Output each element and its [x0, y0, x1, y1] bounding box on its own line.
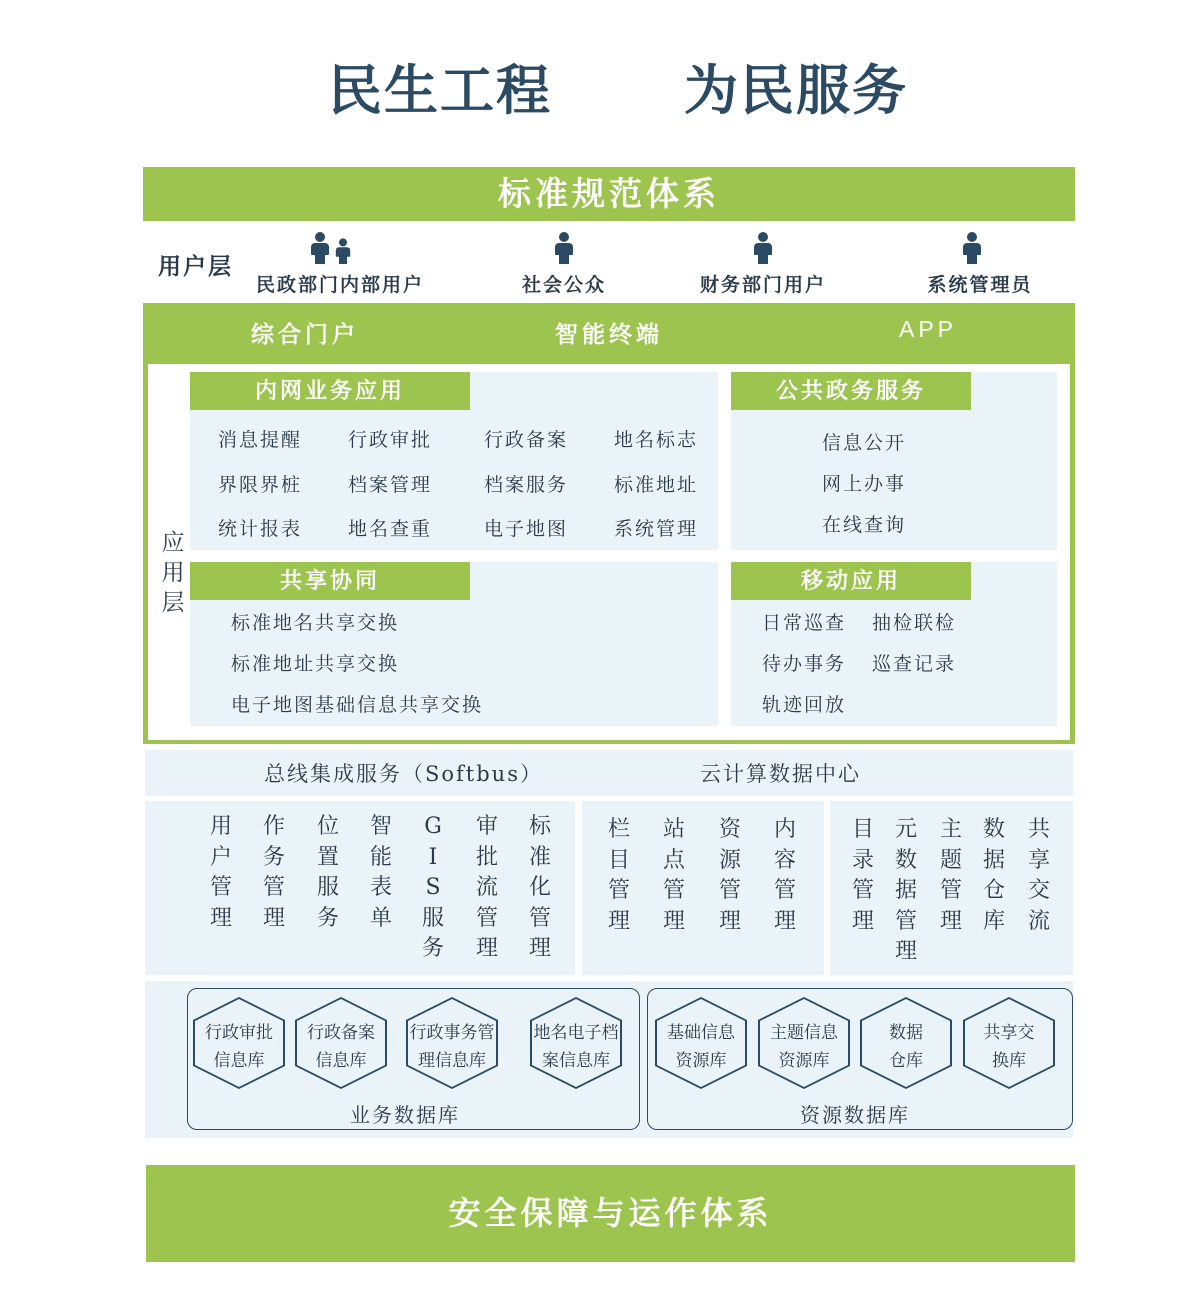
service-char: 作 — [262, 814, 285, 839]
service-char: 享 — [1027, 847, 1050, 873]
service-char: 务 — [262, 844, 285, 870]
mobile-item: 待办事务 — [762, 653, 847, 675]
service-char: 据 — [894, 878, 917, 903]
service-char: 理 — [607, 908, 630, 934]
intranet-item: 标准地址 — [614, 474, 699, 496]
service-char: 站 — [662, 817, 685, 842]
service-char: 管 — [773, 878, 796, 903]
service-char: 理 — [851, 908, 874, 934]
intranet-item: 档案服务 — [484, 474, 569, 496]
public-item: 网上办事 — [822, 473, 907, 495]
user-layer-label: 用户层 — [158, 253, 233, 280]
service-char: 管 — [851, 878, 874, 903]
service-char: 管 — [209, 875, 232, 900]
service-column — [981, 815, 1007, 937]
service-column — [661, 815, 687, 937]
service-char: 理 — [528, 936, 551, 961]
service-char: 管 — [894, 908, 917, 934]
service-char: 主 — [939, 817, 962, 842]
share-item: 电子地图基础信息共享交换 — [231, 694, 484, 716]
service-char: 数 — [982, 817, 1005, 842]
service-char: 务 — [421, 936, 444, 961]
header-title-right: 为民服务 — [684, 59, 908, 122]
service-char: 能 — [369, 844, 392, 870]
service-char: 目 — [851, 817, 874, 842]
service-char: 理 — [939, 908, 962, 934]
service-char: I — [428, 844, 438, 870]
service-char: 理 — [718, 908, 741, 934]
database-hex-line: 案信息库 — [542, 1051, 610, 1071]
service-char: 管 — [528, 905, 551, 931]
service-char: 仓 — [982, 878, 1005, 903]
mobile-item: 轨迹回放 — [762, 694, 847, 716]
security-bar: 安全保障与运作体系 — [146, 1165, 1075, 1262]
service-char: 管 — [607, 878, 630, 903]
business-db-label: 业务数据库 — [350, 1103, 460, 1127]
database-hex-line: 行政事务管 — [409, 1023, 495, 1043]
service-column — [772, 815, 798, 937]
database-hex-line: 仓库 — [889, 1051, 923, 1071]
service-char: 管 — [718, 878, 741, 903]
database-hex-line: 共享交 — [983, 1023, 1035, 1043]
service-char: S — [425, 875, 441, 900]
service-column — [420, 812, 446, 965]
service-char: 服 — [316, 875, 339, 900]
service-char: 库 — [982, 908, 1005, 934]
service-column — [315, 812, 341, 934]
service-column — [850, 815, 876, 937]
service-column — [938, 815, 964, 937]
service-column — [261, 812, 287, 934]
service-char: 容 — [773, 847, 796, 873]
service-char: 栏 — [607, 817, 630, 842]
public-item: 信息公开 — [822, 432, 907, 454]
database-hex-line: 主题信息 — [770, 1023, 838, 1043]
service-char: 目 — [607, 847, 630, 873]
database-hex-line: 换库 — [992, 1051, 1026, 1071]
database-hex-line: 数据 — [889, 1023, 923, 1043]
service-char: 单 — [369, 905, 392, 931]
service-char: 置 — [316, 844, 339, 870]
service-char: 位 — [316, 814, 339, 839]
service-char: 流 — [1027, 908, 1050, 934]
user-icon — [962, 232, 982, 268]
database-hex-label — [279, 1019, 403, 1075]
standard-bar: 标准规范体系 — [143, 167, 1075, 221]
service-char: 共 — [1027, 817, 1050, 842]
service-char: 务 — [316, 905, 339, 931]
user-admin: 系统管理员 — [927, 274, 1033, 296]
intranet-item: 行政备案 — [484, 429, 569, 451]
intranet-item: 界限界桩 — [218, 474, 303, 496]
header-title-left: 民生工程 — [328, 59, 552, 122]
cloud-center-label: 云计算数据中心 — [700, 762, 861, 786]
service-column — [606, 815, 632, 937]
portal-app: APP — [898, 316, 958, 342]
intranet-item: 档案管理 — [348, 474, 433, 496]
service-char: 源 — [718, 847, 741, 873]
service-char: 审 — [475, 814, 498, 839]
database-hex-line: 资源库 — [675, 1051, 727, 1071]
database-hex-line: 行政备案 — [307, 1023, 375, 1043]
service-char: 管 — [662, 878, 685, 903]
service-column — [893, 815, 919, 968]
intranet-item: 电子地图 — [484, 518, 569, 540]
service-char: 理 — [894, 939, 917, 964]
service-char: 交 — [1027, 878, 1050, 903]
share-item: 标准地名共享交换 — [231, 612, 400, 634]
service-column — [527, 812, 553, 965]
service-char: 录 — [851, 847, 874, 873]
app-layer-label: 应 用 层 — [161, 530, 185, 616]
intranet-item: 地名查重 — [348, 518, 433, 540]
user-public: 社会公众 — [521, 274, 606, 296]
mobile-item: 巡查记录 — [872, 653, 957, 675]
service-char: 流 — [475, 875, 498, 900]
users-icon — [310, 232, 355, 268]
public-service-title: 公共政务服务 — [731, 372, 971, 410]
user-finance: 财务部门用户 — [699, 274, 826, 296]
service-char: 元 — [894, 817, 917, 842]
service-char: 准 — [528, 844, 551, 870]
database-hex-label — [514, 1019, 638, 1075]
mobile-item: 日常巡查 — [762, 612, 847, 634]
share-title: 共享协同 — [190, 562, 470, 600]
service-char: 化 — [528, 875, 551, 900]
service-char: 据 — [982, 847, 1005, 873]
user-icon — [753, 232, 773, 268]
intranet-item: 系统管理 — [614, 518, 699, 540]
service-char: 管 — [939, 878, 962, 903]
intranet-item: 行政审批 — [348, 429, 433, 451]
database-hex-line: 信息库 — [213, 1051, 265, 1071]
service-char: 批 — [475, 844, 498, 870]
service-char: 管 — [262, 875, 285, 900]
service-char: 点 — [662, 847, 685, 873]
user-icon — [554, 232, 574, 268]
intranet-title: 内网业务应用 — [190, 372, 470, 410]
mobile-title: 移动应用 — [731, 562, 971, 600]
service-column — [208, 812, 234, 934]
database-hex-line: 地名电子档 — [533, 1023, 619, 1043]
service-column — [717, 815, 743, 937]
service-column — [368, 812, 394, 934]
intranet-item: 消息提醒 — [218, 429, 303, 451]
service-char: 管 — [475, 905, 498, 931]
service-char: 理 — [262, 905, 285, 931]
database-hex-line: 理信息库 — [418, 1051, 486, 1071]
service-char: 理 — [662, 908, 685, 934]
database-hex-label — [947, 1019, 1071, 1075]
service-char: 用 — [209, 814, 232, 839]
service-char: 数 — [894, 847, 917, 873]
portal-smart-terminal: 智能终端 — [555, 321, 663, 348]
service-column — [1026, 815, 1052, 937]
mobile-item: 抽检联检 — [872, 612, 957, 634]
resource-db-label: 资源数据库 — [800, 1103, 910, 1127]
service-char: 表 — [369, 875, 392, 900]
service-char: 服 — [421, 905, 444, 931]
intranet-item: 统计报表 — [218, 518, 303, 540]
service-char: 理 — [209, 905, 232, 931]
share-item: 标准地址共享交换 — [231, 653, 400, 675]
service-column — [474, 812, 500, 965]
user-internal: 民政部门内部用户 — [255, 274, 424, 296]
service-char: 户 — [209, 844, 232, 870]
service-char: 理 — [475, 936, 498, 961]
intranet-item: 地名标志 — [614, 429, 699, 451]
service-char: 内 — [773, 817, 796, 842]
service-char: 智 — [369, 814, 392, 839]
service-char: G — [424, 814, 442, 839]
database-hex-line: 资源库 — [778, 1051, 830, 1071]
database-hex-label — [390, 1019, 514, 1075]
service-char: 资 — [718, 817, 741, 842]
database-hex-line: 信息库 — [315, 1051, 367, 1071]
public-item: 在线查询 — [822, 514, 907, 536]
service-char: 理 — [773, 908, 796, 934]
service-char: 题 — [939, 847, 962, 873]
service-char: 标 — [528, 814, 551, 839]
database-hex-line: 行政审批 — [205, 1023, 273, 1043]
portal-comprehensive: 综合门户 — [251, 321, 359, 348]
database-hex-line: 基础信息 — [667, 1023, 735, 1043]
softbus-label: 总线集成服务（Softbus） — [264, 762, 543, 786]
